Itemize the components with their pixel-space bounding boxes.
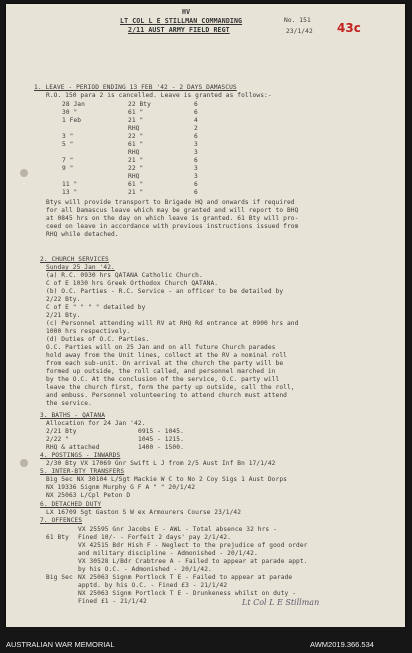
leave-title: 1. LEAVE - PERIOD ENDING 13 FEB '42 - 2 DAYS DAMASCUS [34, 84, 237, 91]
church-line: 2/22 Bty. [46, 296, 81, 303]
leave-row-date: 1 Feb [62, 117, 82, 124]
footer-left: AUSTRALIAN WAR MEMORIAL [6, 640, 115, 649]
offence-line: Fined £1 - 21/1/42 [78, 598, 147, 605]
leave-row-unit: 22 Bty [128, 101, 151, 108]
leave-row-unit: 21 " [128, 117, 144, 124]
leave-row-unit: RHQ [128, 149, 140, 156]
offence-line: VX 30528 L/Bdr Crabtree A - Failed to appear at parade appt. [78, 558, 308, 565]
leave-body-line: Btys will provide transport to Brigade HQ and onwards if required [46, 199, 295, 206]
leave-row-unit: 61 " [128, 109, 144, 116]
leave-body-line: at 0845 hrs on the day on which leave is granted. 61 Bty will pro- [46, 215, 299, 222]
church-line: by the O.C. At the conclusion of the service, O.C. party will [46, 376, 280, 383]
leave-row-date: 13 " [62, 189, 78, 196]
leave-row-unit: 61 " [128, 181, 144, 188]
punch-hole [20, 169, 28, 177]
offence-unit: 61 Bty [46, 534, 69, 541]
leave-row-date: 9 " [62, 165, 74, 172]
church-subtitle: Sunday 25 Jan '42. [46, 264, 115, 271]
baths-subtitle: Allocation for 24 Jan '42. [46, 420, 146, 427]
baths-title: 3. BATHS - QATANA [40, 412, 106, 419]
leave-row-count: 3 [194, 165, 198, 172]
detached-line: LX 16709 Sgt Gaston S W ex Armourers Course 23/1/42 [46, 509, 242, 516]
leave-row-unit: 21 " [128, 189, 144, 196]
unit-code: HV [182, 8, 191, 16]
church-title: 2. CHURCH SERVICES [40, 256, 109, 263]
transfer-line: NX 25063 L/Cpl Peton D [46, 492, 131, 499]
offence-line: NX 25063 Signm Portlock T E - Drunkeness whilst on duty - [78, 590, 297, 597]
offence-line: by his O.C. - Admonished - 20/1/42. [78, 566, 212, 573]
postings-title: 4. POSTINGS - INWARDS [40, 452, 121, 459]
offence-line: Fined 10/- - Forfeit 2 days' pay 2/1/42. [78, 534, 232, 541]
postings-line: 2/30 Bty VX 17069 Gnr Swift L J from 2/5 Aust Inf Bn 17/1/42 [46, 460, 276, 467]
offences-title: 7. OFFENCES [40, 517, 83, 524]
leave-row-count: 6 [194, 109, 198, 116]
baths-time: 1045 - 1215. [138, 436, 184, 443]
document-page [6, 4, 405, 627]
church-line: leave the church first, form the party up outside, call the roll, [46, 384, 295, 391]
transfer-line: Big Sec NX 30104 L/Sgt Mackie W C to No 2 Coy Sigs 1 Aust Dorps [46, 476, 287, 483]
transfers-title: 5. INTER-BTY TRANSFERS [40, 468, 125, 475]
leave-row-count: 6 [194, 133, 198, 140]
routine-number: No. 151 [284, 17, 311, 24]
leave-row-date: 28 Jan [62, 101, 85, 108]
leave-row-count: 4 [194, 117, 198, 124]
leave-row-count: 3 [194, 149, 198, 156]
signature: Lt Col L E Stillman [242, 598, 320, 607]
church-line: C of E 1030 hrs Greek Orthodox Church QATANA. [46, 280, 219, 287]
baths-unit: RHQ & attached [46, 444, 100, 451]
leave-row-count: 6 [194, 189, 198, 196]
church-line: the service. [46, 400, 92, 407]
church-line: (b) O.C. Parties - R.C. Service - an officer to be detailed by [46, 288, 284, 295]
header-line-2: 2/11 AUST ARMY FIELD REGT [128, 26, 230, 34]
church-line: and embuss. Personnel volunteering to attend church must attend [46, 392, 287, 399]
reference-number: 43c [337, 21, 361, 35]
church-line: 2/21 Bty. [46, 312, 81, 319]
leave-row-date: 3 " [62, 133, 74, 140]
leave-intro: R.O. 150 para 2 is cancelled. Leave is granted as follows:- [46, 92, 272, 99]
church-line: hold away from the Unit lines, collect at the RV a nominal roll [46, 352, 287, 359]
leave-row-unit: 22 " [128, 133, 144, 140]
leave-body-line: for all Damascus leave which may be granted and will report to BHQ [46, 207, 299, 214]
church-line: (c) Personnel attending will RV at RHQ Rd entrance at 0900 hrs and [46, 320, 299, 327]
header-date: 23/1/42 [286, 28, 313, 35]
church-line: (d) Duties of O.C. Parties. [46, 336, 150, 343]
leave-row-count: 6 [194, 181, 198, 188]
church-line: formed up outside, the roll called, and personnel marched in [46, 368, 276, 375]
footer-right: AWM2019.366.534 [310, 640, 374, 649]
leave-row-unit: RHQ [128, 173, 140, 180]
offence-line: VX 42515 Bdr Hish F - Neglect to the prejudice of good order [78, 542, 308, 549]
baths-time: 0915 - 1045. [138, 428, 184, 435]
offence-line: and military discipline - Admonished - 20/1/42. [78, 550, 258, 557]
leave-row-date: 5 " [62, 141, 74, 148]
church-line: C of E " " " " detailed by [46, 304, 146, 311]
offence-line: NX 25063 Signm Portlock T E - Failed to appear at parade [78, 574, 293, 581]
leave-row-count: 3 [194, 173, 198, 180]
offence-unit: Big Sec [46, 574, 73, 581]
leave-body-line: ceed on leave in accordance with previous instructions issued from [46, 223, 299, 230]
detached-title: 6. DETACHED DUTY [40, 501, 102, 508]
leave-row-count: 6 [194, 101, 198, 108]
leave-row-count: 2 [194, 125, 198, 132]
leave-row-count: 6 [194, 157, 198, 164]
punch-hole [20, 459, 28, 467]
leave-row-unit: 21 " [128, 157, 144, 164]
leave-row-unit: RHQ [128, 125, 140, 132]
leave-body-line: RHQ while detached. [46, 231, 119, 238]
leave-row-date: 7 " [62, 157, 74, 164]
offence-line: VX 25595 Gnr Jacobs E - AWL - Total absence 32 hrs - [78, 526, 277, 533]
leave-row-date: 11 " [62, 181, 78, 188]
church-line: from each sub-unit. On arrival at the church the party will be [46, 360, 284, 367]
leave-row-unit: 22 " [128, 165, 144, 172]
leave-row-unit: 61 " [128, 141, 144, 148]
church-line: O.C. Parties will on 25 Jan and on all future Church parades [46, 344, 276, 351]
transfer-line: NX 19336 Signm Murphy G F A " " 20/1/42 [46, 484, 196, 491]
church-line: (a) R.C. 0930 hrs QATANA Catholic Church. [46, 272, 203, 279]
header-line-1: LT COL L E STILLMAN COMMANDING [120, 17, 243, 25]
baths-unit: 2/22 " [46, 436, 69, 443]
leave-row-date: 30 " [62, 109, 78, 116]
church-line: 1000 hrs respectively. [46, 328, 131, 335]
baths-unit: 2/21 Bty [46, 428, 77, 435]
offence-line: apptd. by his O.C. - Fined £3 - 21/1/42 [78, 582, 228, 589]
baths-time: 1400 - 1500. [138, 444, 184, 451]
leave-row-count: 3 [194, 141, 198, 148]
